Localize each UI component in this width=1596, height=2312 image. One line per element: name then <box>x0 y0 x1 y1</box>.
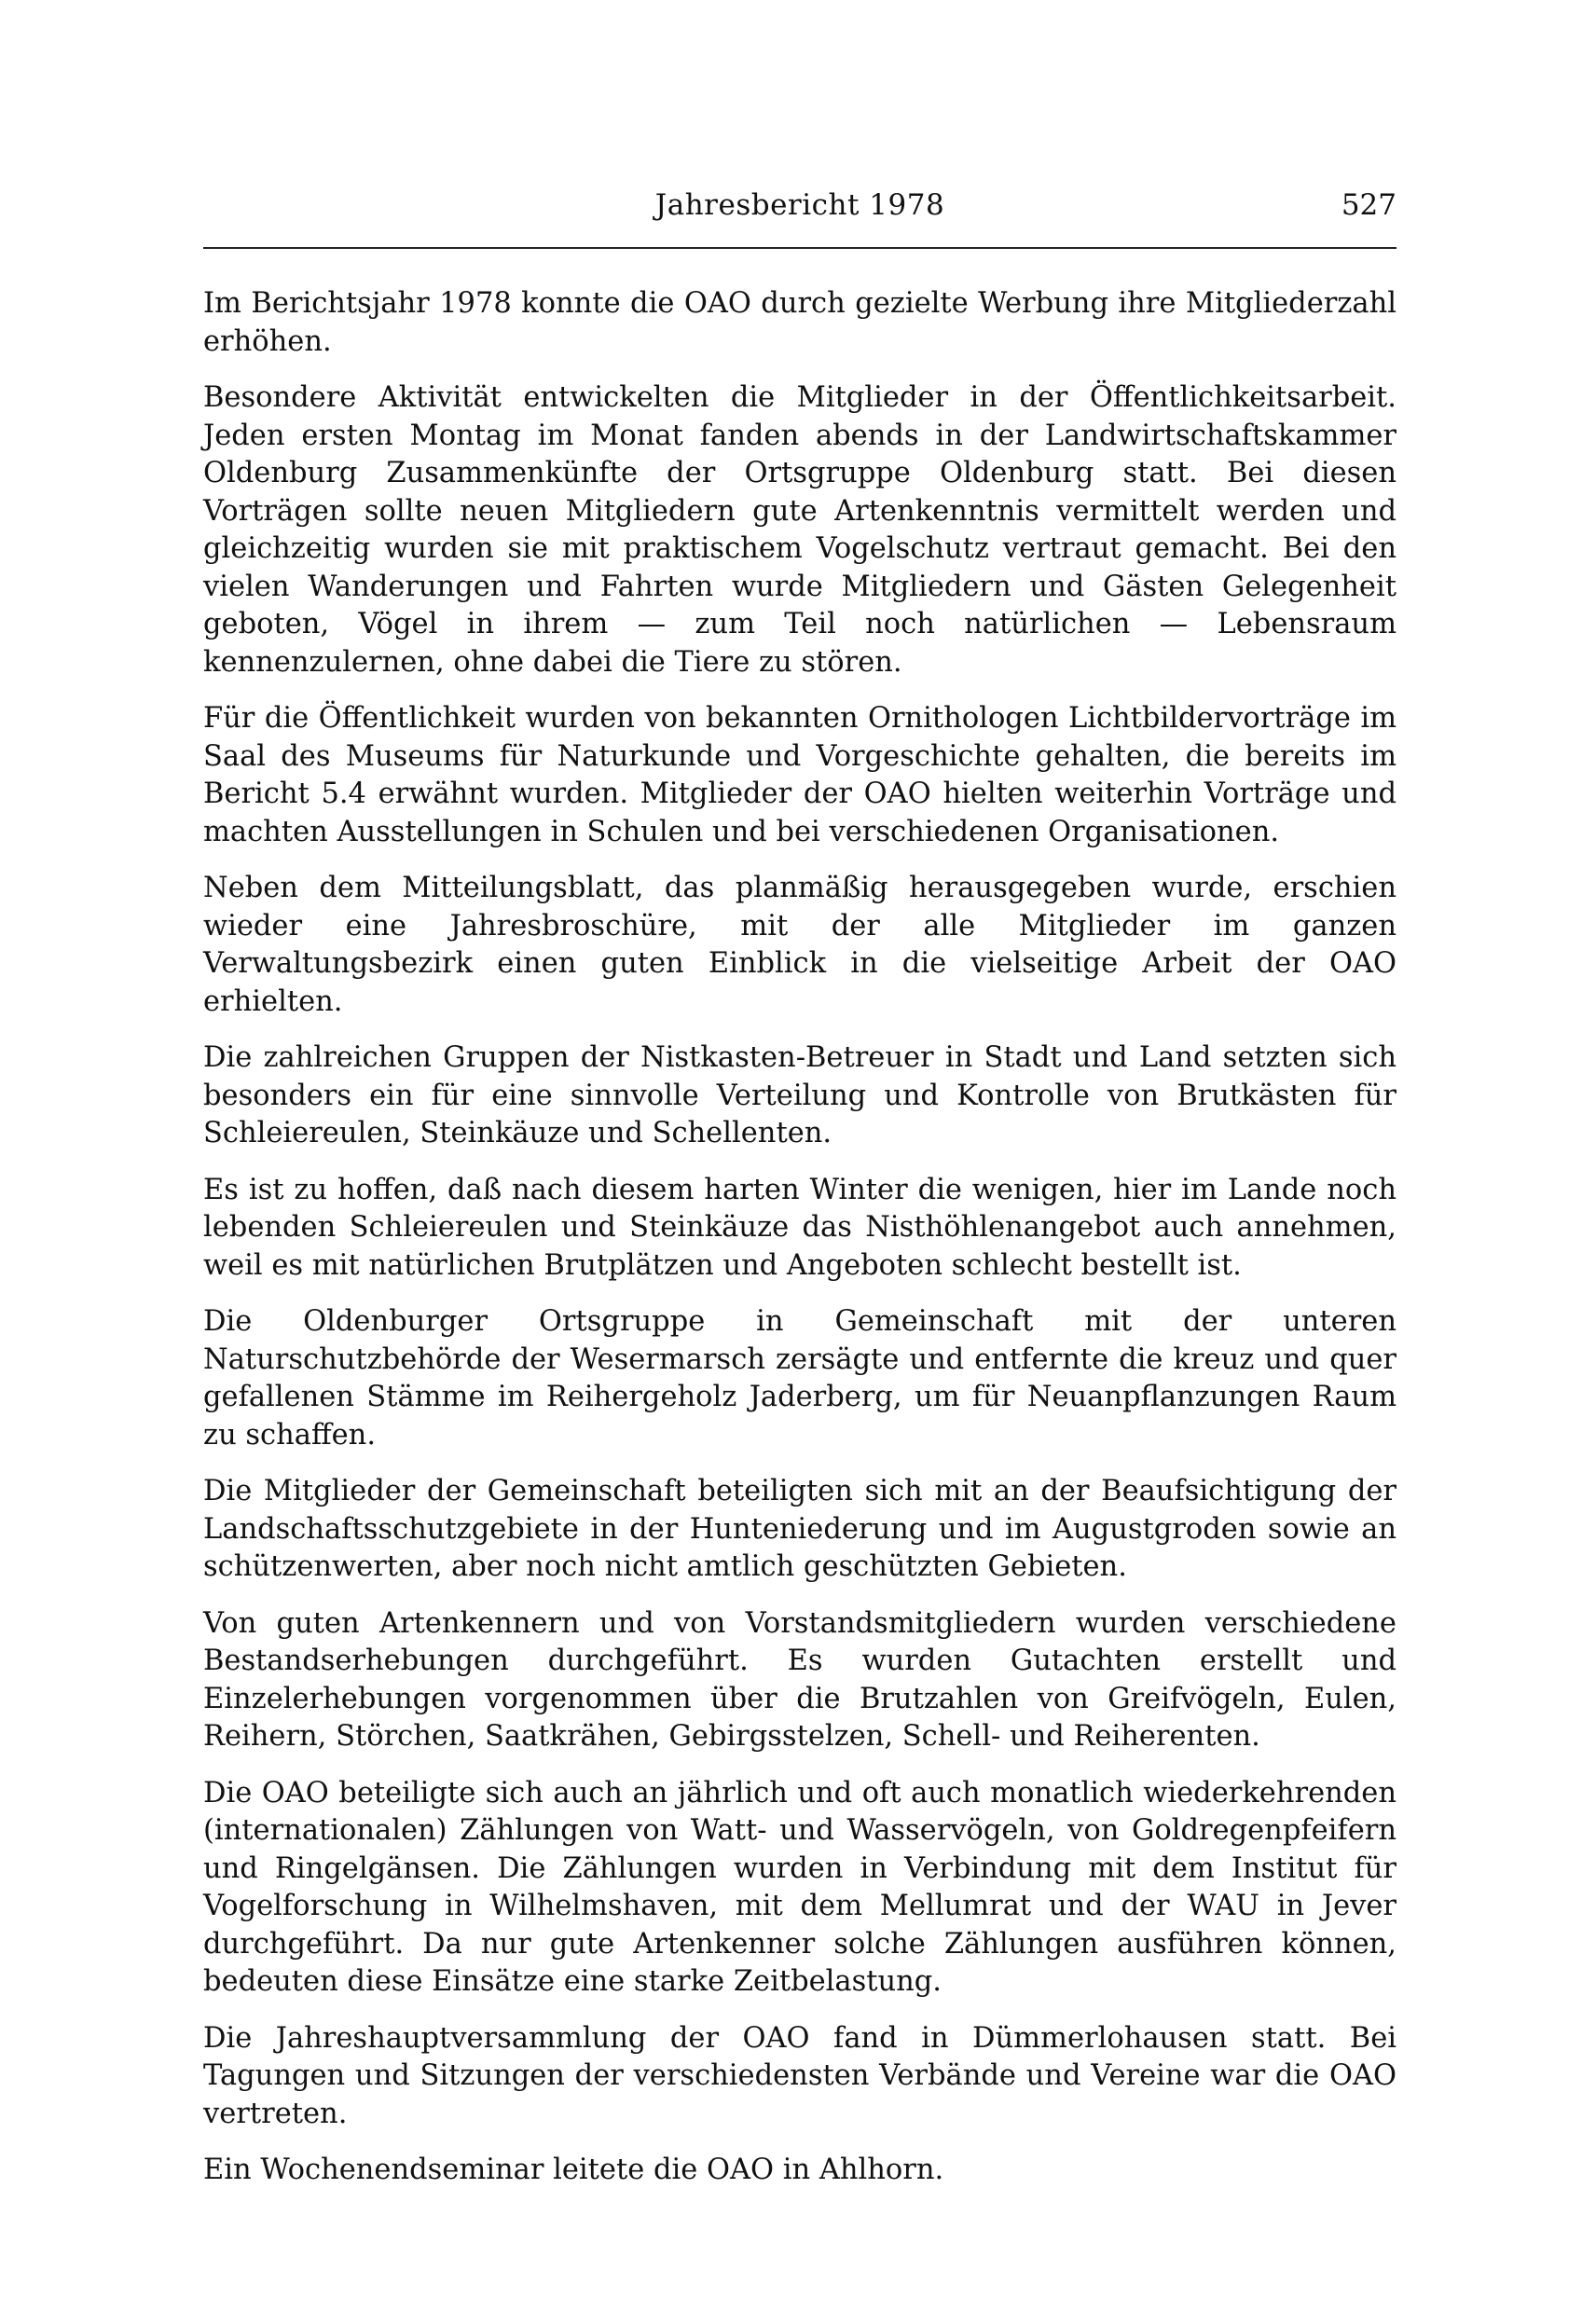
paragraph: Die Oldenburger Ortsgruppe in Gemeinschaft mit der unteren Naturschutzbehörde der Wesermarsch zersägte und entfernte die kreuz und quer gefallenen Stämme im Reihergeholz Jaderberg, um für Neuanpflanzungen Raum zu schaffen. <box>203 1305 1396 1452</box>
paragraph: Es ist zu hoffen, daß nach diesem harten Winter die wenigen, hier im Lande noch lebenden Schleiereulen und Steinkäuze das Nisthöhlenangebot auch annehmen, weil es mit natürlichen Brutplätzen und Angeboten schlecht bestellt ist. <box>203 1173 1396 1282</box>
document-page <box>203 186 1396 2209</box>
paragraph: Für die Öffentlichkeit wurden von bekannten Ornithologen Lichtbildervorträge im Saal des Museums für Naturkunde und Vorgeschichte gehalten, die bereits im Bericht 5.4 erwähnt wurden. Mitglieder der OAO hielten weiterhin Vorträge und machten Ausstellungen in Schulen und bei verschiedenen Organisationen. <box>203 702 1396 848</box>
running-title: Jahresbericht 1978 <box>654 188 945 222</box>
page-number: 527 <box>1341 188 1396 222</box>
paragraph: Im Berichtsjahr 1978 konnte die OAO durch gezielte Werbung ihre Mitgliederzahl erhöhen. <box>203 287 1396 358</box>
page-header <box>203 186 1396 242</box>
paragraph: Die Mitglieder der Gemeinschaft beteiligten sich mit an der Beaufsichtigung der Landschaftsschutzgebiete in der Hunteniederung und im Augustgroden sowie an schützenwerten, aber noch nicht amtlich geschützten Gebieten. <box>203 1475 1396 1583</box>
paragraph: Die Jahreshauptversammlung der OAO fand in Dümmerlohausen statt. Bei Tagungen und Sitzungen der verschiedensten Verbände und Vereine war die OAO vertreten. <box>203 2021 1396 2130</box>
paragraph: Neben dem Mitteilungsblatt, das planmäßig herausgegeben wurde, erschien wieder eine Jahresbroschüre, mit der alle Mitglieder im ganzen Verwaltungsbezirk einen guten Einblick in die vielseitige Arbeit der OAO erhielten. <box>203 872 1396 1018</box>
paragraph: Ein Wochenendseminar leitete die OAO in Ahlhorn. <box>203 2154 944 2186</box>
paragraph: Die zahlreichen Gruppen der Nistkasten-Betreuer in Stadt und Land setzten sich besonders ein für eine sinnvolle Verteilung und Kontrolle von Brutkästen für Schleiereulen, Steinkäuze und Schellenten. <box>203 1041 1396 1149</box>
body-text <box>203 285 1396 2190</box>
header-rule <box>203 247 1396 249</box>
paragraph: Besondere Aktivität entwickelten die Mitglieder in der Öffentlichkeitsarbeit. Jeden ersten Montag im Monat fanden abends in der Landwirtschaftskammer Oldenburg Zusammenkünfte der Ortsgruppe Oldenburg statt. Bei diesen Vorträgen sollte neuen Mitgliedern gute Artenkenntnis vermittelt werden und gleichzeitig wurden sie mit praktischem Vogelschutz vertraut gemacht. Bei den vielen Wanderungen und Fahrten wurde Mitgliedern und Gästen Gelegenheit geboten, Vögel in ihrem — zum Teil noch natürlichen — Lebensraum kennenzulernen, ohne dabei die Tiere zu stören. <box>203 381 1396 679</box>
paragraph: Die OAO beteiligte sich auch an jährlich und oft auch monatlich wiederkehrenden (internationalen) Zählungen von Watt- und Wasservögeln, von Goldregenpfeifern und Ringelgänsen. Die Zählungen wurden in Verbindung mit dem Institut für Vogelforschung in Wilhelmshaven, mit dem Mellumrat und der WAU in Jever durchgeführt. Da nur gute Artenkenner solche Zählungen ausführen können, bedeuten diese Einsätze eine starke Zeitbelastung. <box>203 1776 1396 1998</box>
paragraph: Von guten Artenkennern und von Vorstandsmitgliedern wurden verschiedene Bestandserhebungen durchgeführt. Es wurden Gutachten erstellt und Einzelerhebungen vorgenommen über die Brutzahlen von Greifvögeln, Eulen, Reihern, Störchen, Saatkrähen, Gebirgsstelzen, Schell- und Reiherenten. <box>203 1606 1396 1753</box>
